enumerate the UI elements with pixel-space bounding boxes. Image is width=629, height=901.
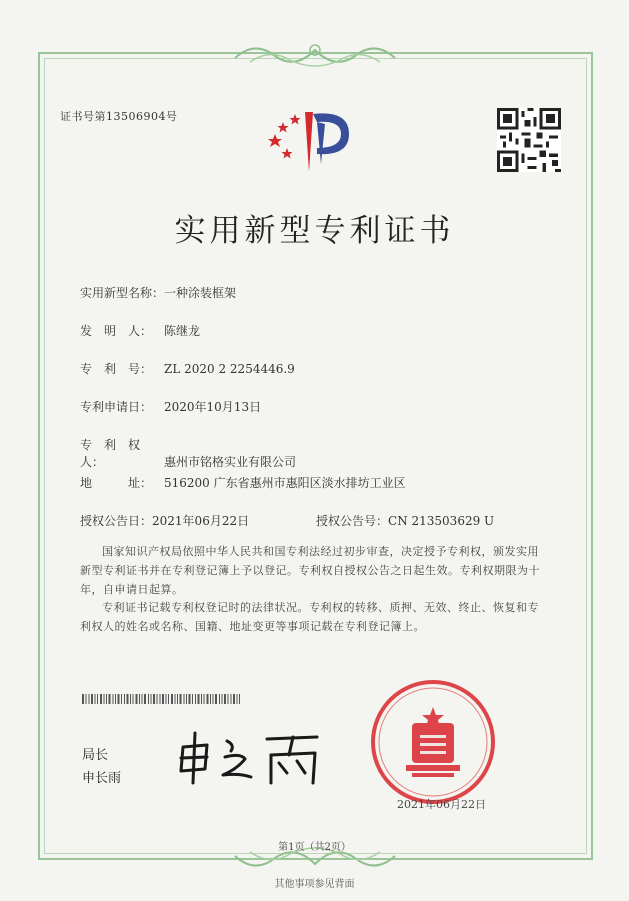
official-seal bbox=[368, 677, 498, 807]
grant-number-value: CN 213503629 U bbox=[388, 514, 495, 528]
footer-note: 其他事项参见背面 bbox=[274, 879, 355, 890]
field-label: 地 址： bbox=[80, 476, 153, 490]
handwritten-signature bbox=[175, 725, 325, 790]
signatory-title: 局长 bbox=[82, 748, 109, 763]
field-label: 实用新型名称： bbox=[80, 286, 165, 300]
signatory-name: 申长雨 bbox=[82, 771, 122, 786]
field-application-date bbox=[80, 398, 261, 415]
certificate-title: 实用新型专利证书 bbox=[174, 213, 455, 249]
field-value: 陈继龙 bbox=[164, 324, 201, 338]
grant-number-label: 授权公告号： bbox=[316, 514, 389, 528]
field-inventor bbox=[80, 322, 200, 339]
field-patent-number bbox=[80, 360, 295, 377]
qr-code bbox=[497, 108, 561, 172]
field-patentee bbox=[80, 436, 296, 470]
field-value: 516200 广东省惠州市惠阳区淡水排坊工业区 bbox=[164, 476, 406, 490]
grant-date-value: 2021年06月22日 bbox=[152, 514, 250, 528]
page-number: 第1页（共2页） bbox=[278, 842, 351, 853]
field-address bbox=[80, 474, 406, 491]
field-utility-model-name bbox=[80, 284, 236, 301]
cnipa-logo bbox=[265, 104, 357, 174]
field-label: 专 利 权 人： bbox=[80, 438, 153, 469]
grant-date-label: 授权公告日： bbox=[80, 514, 153, 528]
seal-date: 2021年06月22日 bbox=[397, 798, 486, 811]
grant-statement: 国家知识产权局依照中华人民共和国专利法经过初步审查，决定授予专利权，颁发实用新型专利证书并在专利登记簿上予以登记。专利权自授权公告之日起生效。专利权期限为十年，自申请日起算。 bbox=[80, 545, 540, 596]
field-label: 专 利 号： bbox=[80, 362, 153, 376]
certificate-number: 证书号第13506904号 bbox=[60, 110, 178, 123]
field-value: 惠州市铭格实业有限公司 bbox=[164, 455, 297, 469]
field-label: 专利申请日： bbox=[80, 400, 153, 414]
grant-date bbox=[80, 512, 249, 529]
barcode bbox=[82, 694, 242, 704]
legal-status-statement: 专利证书记载专利权登记时的法律状况。专利权的转移、质押、无效、终止、恢复和专利权人的姓名或名称、国籍、地址变更等事项记载在专利登记簿上。 bbox=[80, 601, 539, 633]
field-value: 一种涂装框架 bbox=[164, 286, 237, 300]
field-label: 发 明 人： bbox=[80, 324, 153, 338]
field-value: 2020年10月13日 bbox=[164, 400, 262, 414]
top-ornament bbox=[230, 38, 400, 72]
field-value: ZL 2020 2 2254446.9 bbox=[164, 362, 295, 376]
grant-number bbox=[316, 512, 494, 529]
